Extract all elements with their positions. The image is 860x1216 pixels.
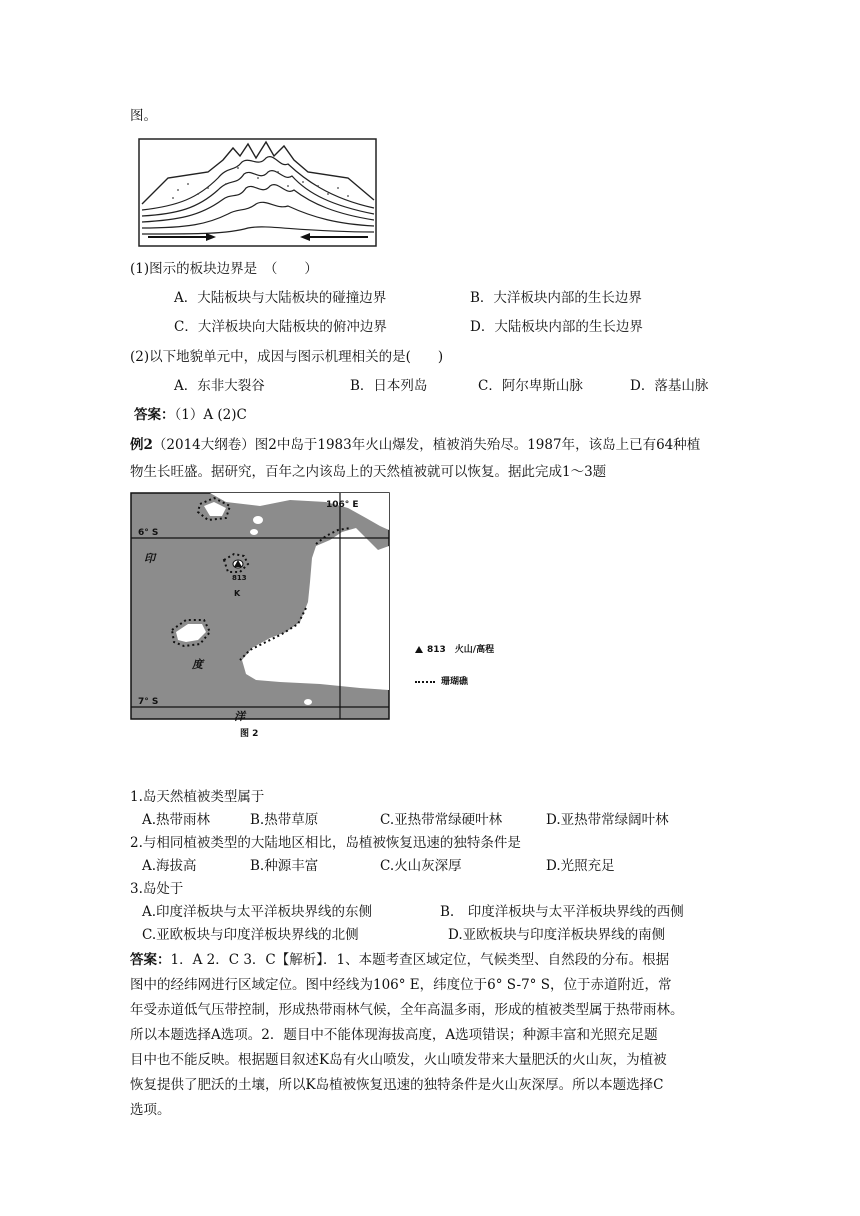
answer-1-text: （1）A (2)C [174,407,247,423]
q1-option-b: B．大洋板块内部的生长边界 [470,290,642,306]
top-text-fragment: 图。 [130,108,157,124]
legend-reef: 珊瑚礁 [415,674,468,687]
answer-2-label: 答案： [130,952,171,968]
example-2-line-2: 物生长旺盛。据研究，百年之内该岛上的天然植被就可以恢复。据此完成1～3题 [130,464,607,480]
map-latitude-top-label: 6° S [138,528,159,538]
k-island-map [130,492,392,737]
answer-2-line-4: 所以本题选择A选项。2．题目中不能体现海拔高度，A选项错误；种源丰富和光照充足题 [130,1027,658,1043]
map-longitude-label: 106° E [326,500,359,510]
question-2-stem: (2)以下地貌单元中，成因与图示机理相关的是( ) [130,349,444,365]
example-2-line-1 [130,433,700,453]
map-label-du: 度 [192,658,203,671]
q2-option-b: B．日本列岛 [350,378,428,394]
q1-option-d: D．大陆板块内部的生长边界 [470,319,643,335]
question-1-stem: (1)图示的板块边界是 （ ） [130,261,318,277]
map-label-yin: 印 [144,552,155,565]
qs2-3-option-a: A.印度洋板块与太平洋板块界线的东侧 [142,904,373,920]
qs2-1-option-b: B.热带草原 [250,812,319,828]
map-caption: 图 2 [240,729,259,737]
coral-reef-dots-icon [415,681,435,683]
qs2-1-option-c: C.亚热带常绿硬叶林 [380,812,503,828]
question-set2-2-stem: 2.与相同植被类型的大陆地区相比，岛植被恢复迅速的独特条件是 [130,835,521,851]
plate-collision-figure [138,138,378,248]
q1-option-a: A．大陆板块与大陆板块的碰撞边界 [174,290,387,306]
answer-2-line-2: 图中的经纬网进行区域定位。图中经线为106° E，纬度位于6° S-7° S，位于赤道附近，常 [130,977,672,993]
legend-volcano: 813 火山/高程 [415,642,494,655]
qs2-1-option-d: D.亚热带常绿阔叶林 [546,812,669,828]
qs2-2-option-c: C.火山灰深厚 [380,858,462,874]
map-latitude-bottom-label: 7° S [138,697,159,707]
qs2-3-option-d: D.亚欧板块与印度洋板块界线的南侧 [448,927,666,943]
example-2-label: 例2 [130,437,153,453]
qs2-2-option-a: A.海拔高 [142,858,197,874]
answer-2-line-7: 选项。 [130,1102,171,1118]
q2-option-a: A．东非大裂谷 [174,378,265,394]
qs2-3-option-c: C.亚欧板块与印度洋板块界线的北侧 [142,927,359,943]
volcano-icon [415,646,423,653]
q2-option-c: C．阿尔卑斯山脉 [478,378,583,394]
qs2-2-option-b: B.种源丰富 [250,858,319,874]
qs2-3-option-b: B. 印度洋板块与太平洋板块界线的西侧 [440,904,684,920]
q2-option-d: D．落基山脉 [630,378,709,394]
answer-1-label: 答案： [134,407,175,423]
answer-2-line-3: 年受赤道低气压带控制，形成热带雨林气候，全年高温多雨，形成的植被类型属于热带雨林。 [130,1002,684,1018]
qs2-1-option-a: A.热带雨林 [142,812,211,828]
map-label-yang: 洋 [234,710,245,723]
example-2-intro: （2014大纲卷）图2中岛于1983年火山爆发，植被消失殆尽。1987年，该岛上已有64种植 [152,437,701,453]
question-set2-3-stem: 3.岛处于 [130,881,184,897]
answer-2-line-6: 恢复提供了肥沃的土壤，所以K岛植被恢复迅速的独特条件是火山灰深厚。所以本题选择C [130,1077,664,1093]
map-island-k-label: K [234,589,241,598]
q1-option-c: C．大洋板块向大陆板块的俯冲边界 [174,319,387,335]
qs2-2-option-d: D.光照充足 [546,858,615,874]
answer-2-line-1: 答案：1．A 2．C 3．C【解析】．1、本题考查区域定位，气候类型、自然段的分布。根据 [130,952,670,968]
question-set2-1-stem: 1.岛天然植被类型属于 [130,789,265,805]
map-peak-value: 813 [232,574,247,582]
answer-1 [134,403,247,423]
answer-2-line-5: 目中也不能反映。根据题目叙述K岛有火山喷发，火山喷发带来大量肥沃的火山灰，为植被 [130,1052,667,1068]
